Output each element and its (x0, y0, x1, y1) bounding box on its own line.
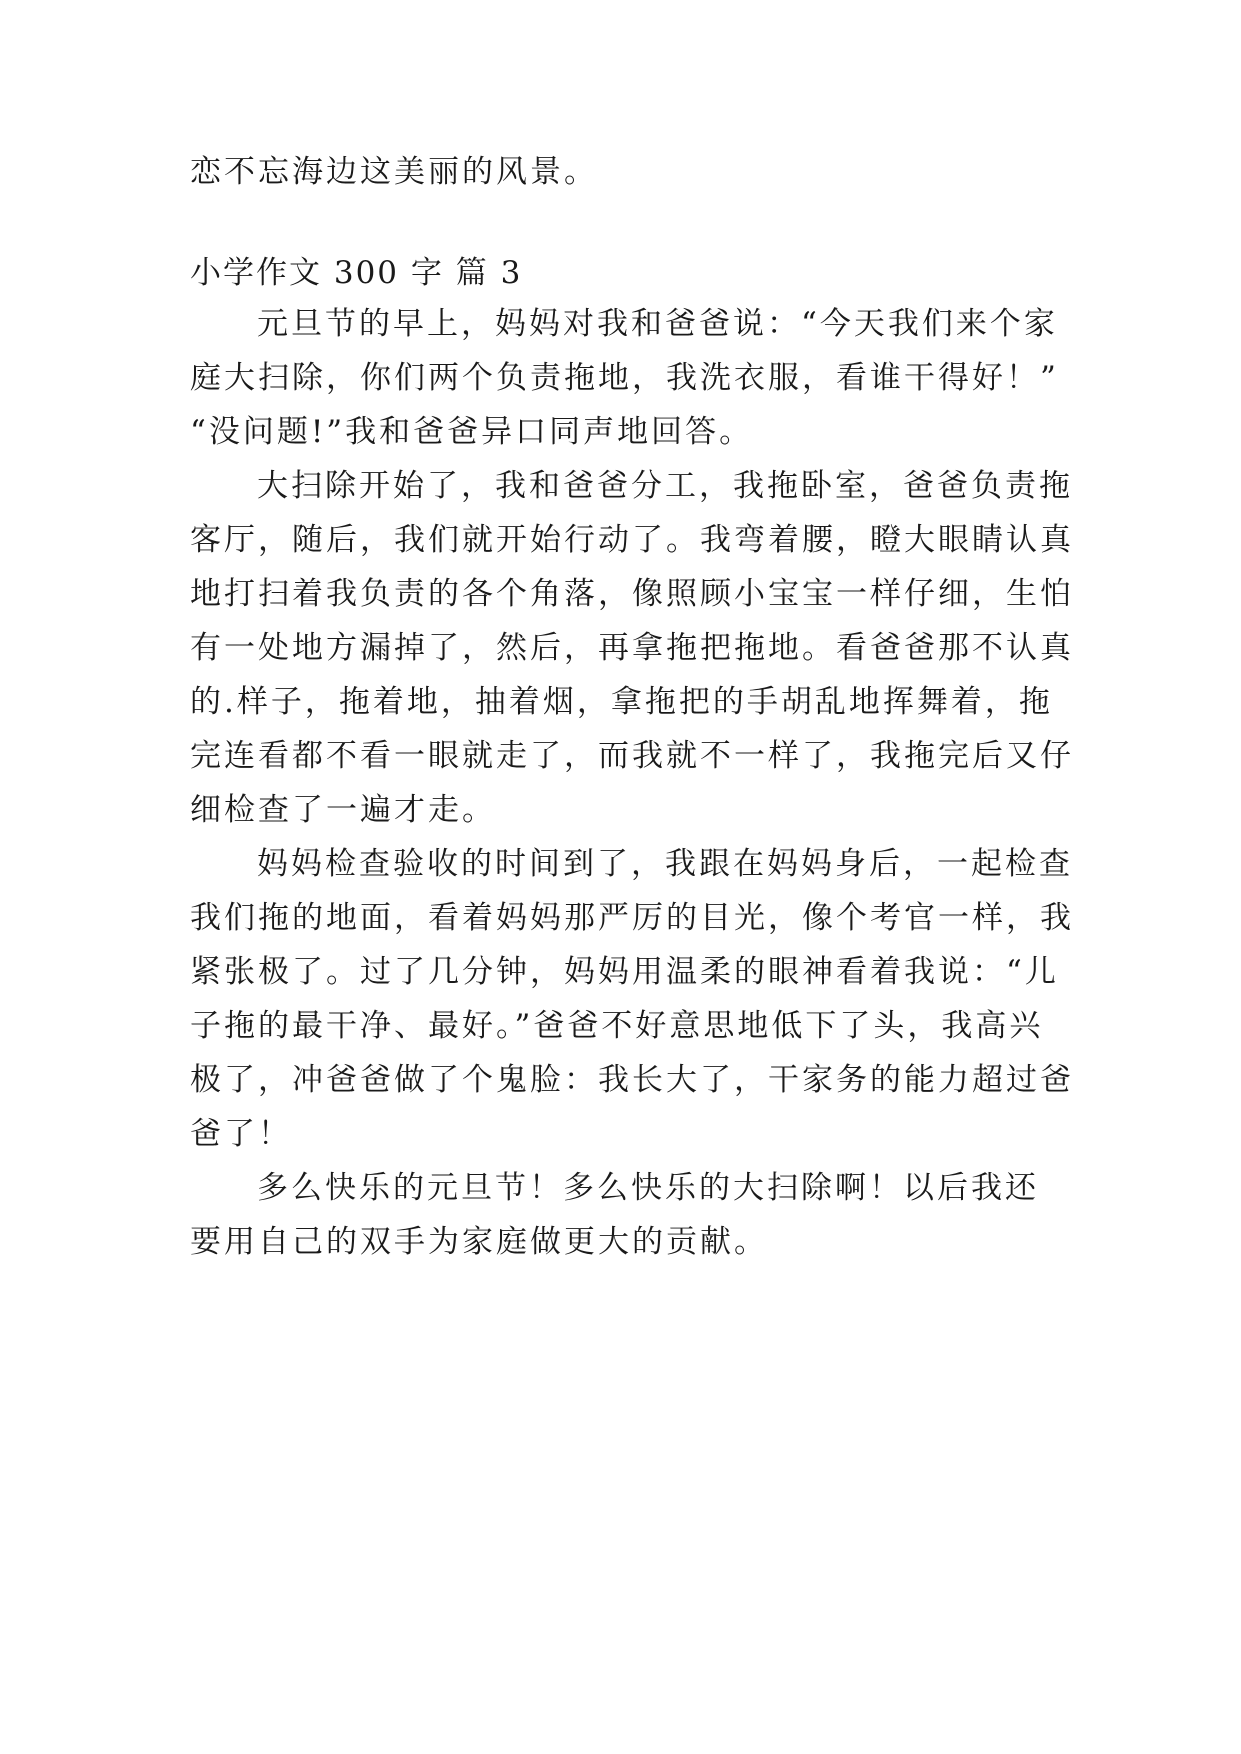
paragraph-2-line-1: 大扫除开始了，我和爸爸分工，我拖卧室，爸爸负责拖 (257, 468, 1073, 504)
paragraph-2-line-5: 的.样子，拖着地，抽着烟，拿拖把的手胡乱地挥舞着，拖 (190, 684, 1053, 720)
paragraph-3-line-1: 妈妈检查验收的时间到了，我跟在妈妈身后，一起检查 (257, 846, 1073, 882)
paragraph-2-line-4: 有一处地方漏掉了，然后，再拿拖把拖地。看爸爸那不认真 (190, 630, 1074, 666)
paragraph-2-line-6: 完连看都不看一眼就走了，而我就不一样了，我拖完后又仔 (190, 738, 1074, 774)
paragraph-1-line-2: 庭大扫除，你们两个负责拖地，我洗衣服，看谁干得好！” (190, 360, 1059, 396)
paragraph-1-line-1: 元旦节的早上，妈妈对我和爸爸说：“今天我们来个家 (257, 306, 1058, 342)
paragraph-4-line-1: 多么快乐的元旦节！多么快乐的大扫除啊！以后我还 (257, 1170, 1039, 1206)
paragraph-3-line-6: 爸了！ (190, 1116, 292, 1152)
paragraph-3-line-4: 子拖的最干净、最好。”爸爸不好意思地低下了头，我高兴 (190, 1008, 1044, 1044)
paragraph-4-line-2: 要用自己的双手为家庭做更大的贡献。 (190, 1224, 768, 1260)
section-title: 小学作文 300 字 篇 3 (190, 255, 523, 291)
paragraph-2-line-2: 客厅，随后，我们就开始行动了。我弯着腰，瞪大眼睛认真 (190, 522, 1074, 558)
previous-essay-tail: 恋不忘海边这美丽的风景。 (190, 154, 598, 190)
paragraph-3-line-5: 极了，冲爸爸做了个鬼脸：我长大了，干家务的能力超过爸 (190, 1062, 1074, 1098)
paragraph-2-line-7: 细检查了一遍才走。 (190, 792, 496, 828)
paragraph-1-line-3: “没问题!”我和爸爸异口同声地回答。 (190, 414, 754, 450)
paragraph-3-line-3: 紧张极了。过了几分钟，妈妈用温柔的眼神看着我说：“儿 (190, 954, 1059, 990)
paragraph-3-line-2: 我们拖的地面，看着妈妈那严厉的目光，像个考官一样，我 (190, 900, 1074, 936)
paragraph-2-line-3: 地打扫着我负责的各个角落，像照顾小宝宝一样仔细，生怕 (190, 576, 1074, 612)
